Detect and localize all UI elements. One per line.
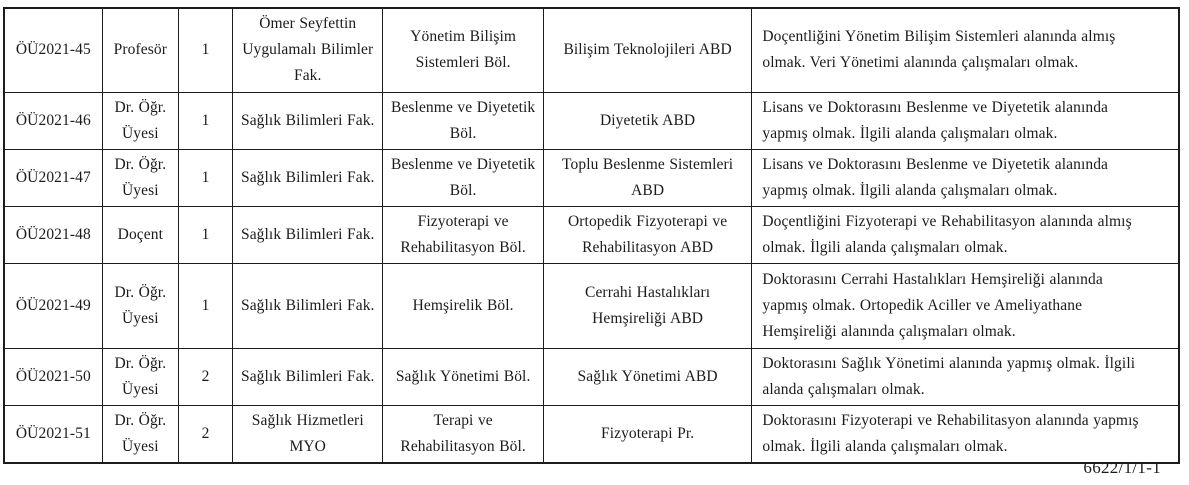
requirements-cell: Doktorasını Cerrahi Hastalıkları Hemşireliği alanında yapmış olmak. Ortopedik Aciller ve Ameliyathane Hemşireliği alanında çalışmaları olmak. bbox=[752, 263, 1179, 348]
position-code-cell: ÖÜ2021-48 bbox=[4, 206, 102, 263]
department-cell: Terapi ve Rehabilitasyon Böl. bbox=[383, 405, 543, 463]
program-cell: Toplu Beslenme Sistemleri ABD bbox=[543, 149, 752, 206]
position-table bbox=[3, 7, 1180, 464]
table-row bbox=[4, 149, 1179, 206]
title-cell: Dr. Öğr. Üyesi bbox=[102, 405, 178, 463]
table-row bbox=[4, 263, 1179, 348]
faculty-cell: Sağlık Bilimleri Fak. bbox=[233, 263, 383, 348]
faculty-cell: Sağlık Bilimleri Fak. bbox=[233, 92, 383, 149]
position-code-cell: ÖÜ2021-47 bbox=[4, 149, 102, 206]
faculty-cell: Sağlık Bilimleri Fak. bbox=[233, 206, 383, 263]
footer-reference: 6622/1/1-1 bbox=[1083, 458, 1161, 477]
title-cell: Dr. Öğr. Üyesi bbox=[102, 348, 178, 405]
title-cell: Dr. Öğr. Üyesi bbox=[102, 149, 178, 206]
program-cell: Fizyoterapi Pr. bbox=[543, 405, 752, 463]
requirements-cell: Doktorasını Sağlık Yönetimi alanında yapmış olmak. İlgili alanda çalışmaları olmak. bbox=[752, 348, 1179, 405]
count-cell: 2 bbox=[178, 405, 232, 463]
department-cell: Fizyoterapi ve Rehabilitasyon Böl. bbox=[383, 206, 543, 263]
position-code-cell: ÖÜ2021-49 bbox=[4, 263, 102, 348]
department-cell: Yönetim Bilişim Sistemleri Böl. bbox=[383, 8, 543, 92]
requirements-cell: Doçentliğini Fizyoterapi ve Rehabilitasyon alanında almış olmak. İlgili alanda çalışmaları olmak. bbox=[752, 206, 1179, 263]
department-cell: Sağlık Yönetimi Böl. bbox=[383, 348, 543, 405]
faculty-cell: Sağlık Bilimleri Fak. bbox=[233, 348, 383, 405]
program-cell: Ortopedik Fizyoterapi ve Rehabilitasyon ABD bbox=[543, 206, 752, 263]
position-code-cell: ÖÜ2021-50 bbox=[4, 348, 102, 405]
title-cell: Dr. Öğr. Üyesi bbox=[102, 263, 178, 348]
count-cell: 1 bbox=[178, 149, 232, 206]
title-cell: Profesör bbox=[102, 8, 178, 92]
program-cell: Sağlık Yönetimi ABD bbox=[543, 348, 752, 405]
count-cell: 1 bbox=[178, 206, 232, 263]
department-cell: Beslenme ve Diyetetik Böl. bbox=[383, 92, 543, 149]
position-code-cell: ÖÜ2021-51 bbox=[4, 405, 102, 463]
requirements-cell: Lisans ve Doktorasını Beslenme ve Diyetetik alanında yapmış olmak. İlgili alanda çalışmaları olmak. bbox=[752, 92, 1179, 149]
count-cell: 1 bbox=[178, 92, 232, 149]
department-cell: Beslenme ve Diyetetik Böl. bbox=[383, 149, 543, 206]
table-row bbox=[4, 206, 1179, 263]
position-code-cell: ÖÜ2021-46 bbox=[4, 92, 102, 149]
position-code-cell: ÖÜ2021-45 bbox=[4, 8, 102, 92]
requirements-cell: Doçentliğini Yönetim Bilişim Sistemleri alanında almış olmak. Veri Yönetimi alanında çalışmaları olmak. bbox=[752, 8, 1179, 92]
title-cell: Doçent bbox=[102, 206, 178, 263]
count-cell: 2 bbox=[178, 348, 232, 405]
table-row bbox=[4, 92, 1179, 149]
table-row bbox=[4, 348, 1179, 405]
faculty-cell: Sağlık Bilimleri Fak. bbox=[233, 149, 383, 206]
count-cell: 1 bbox=[178, 8, 232, 92]
program-cell: Cerrahi Hastalıkları Hemşireliği ABD bbox=[543, 263, 752, 348]
faculty-cell: Ömer Seyfettin Uygulamalı Bilimler Fak. bbox=[233, 8, 383, 92]
program-cell: Diyetetik ABD bbox=[543, 92, 752, 149]
requirements-cell: Doktorasını Fizyoterapi ve Rehabilitasyon alanında yapmış olmak. İlgili alanda çalışmaları olmak. bbox=[752, 405, 1179, 463]
table-row bbox=[4, 405, 1179, 463]
requirements-cell: Lisans ve Doktorasını Beslenme ve Diyetetik alanında yapmış olmak. İlgili alanda çalışmaları olmak. bbox=[752, 149, 1179, 206]
count-cell: 1 bbox=[178, 263, 232, 348]
faculty-cell: Sağlık Hizmetleri MYO bbox=[233, 405, 383, 463]
table-row bbox=[4, 8, 1179, 92]
title-cell: Dr. Öğr. Üyesi bbox=[102, 92, 178, 149]
program-cell: Bilişim Teknolojileri ABD bbox=[543, 8, 752, 92]
department-cell: Hemşirelik Böl. bbox=[383, 263, 543, 348]
